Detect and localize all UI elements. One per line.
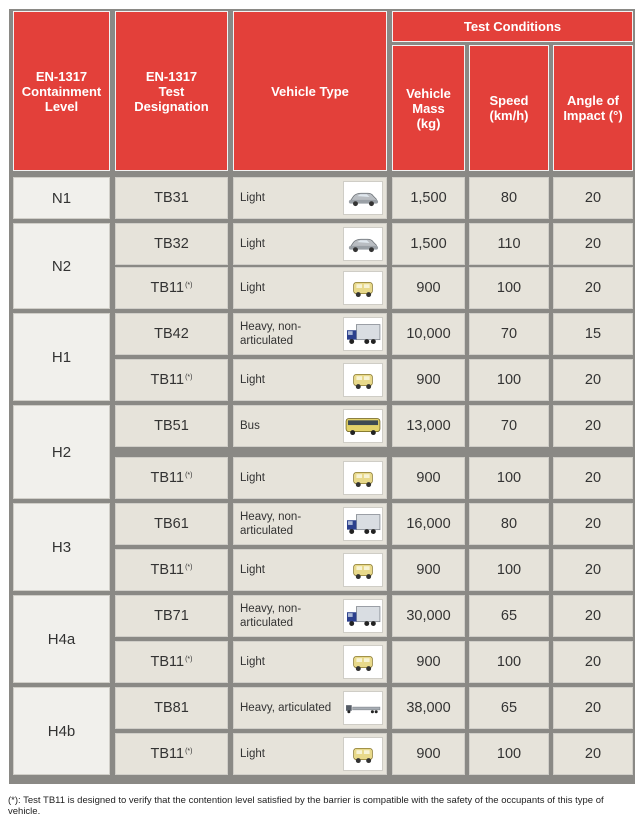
vehicle-type-label: Light xyxy=(240,472,265,484)
footnote-marker: (*) xyxy=(185,747,193,755)
test-designation-cell xyxy=(115,503,228,545)
footnote-marker: (*) xyxy=(185,471,193,479)
test-code: TB32 xyxy=(154,236,189,252)
speed-cell: 65 xyxy=(469,687,549,729)
speed-cell: 100 xyxy=(469,359,549,401)
header-test-designation: EN-1317 Test Designation xyxy=(115,11,228,171)
test-designation-cell xyxy=(115,359,228,401)
vehicle-type-cell xyxy=(233,223,387,265)
speed-cell: 80 xyxy=(469,503,549,545)
vehicle-mass-cell: 900 xyxy=(392,359,465,401)
header-containment-level: EN-1317 Containment Level xyxy=(13,11,110,171)
vehicle-type-cell xyxy=(233,177,387,219)
vehicle-type-label: Light xyxy=(240,656,265,668)
angle-cell: 20 xyxy=(553,405,633,447)
test-code: TB31 xyxy=(154,190,189,206)
containment-level-cell: H1 xyxy=(13,313,110,401)
header-test-conditions: Test Conditions xyxy=(392,11,633,42)
vehicle-mass-cell: 16,000 xyxy=(392,503,465,545)
vehicle-type-cell xyxy=(233,549,387,591)
angle-cell: 20 xyxy=(553,457,633,499)
footnote-marker: (*) xyxy=(185,655,193,663)
test-code: TB11 xyxy=(150,372,185,388)
vehicle-mass-cell: 30,000 xyxy=(392,595,465,637)
header-vehicle-mass: Vehicle Mass (kg) xyxy=(392,45,465,171)
test-designation-cell xyxy=(115,405,228,447)
angle-cell: 15 xyxy=(553,313,633,355)
vehicle-type-label: Light xyxy=(240,564,265,576)
vehicle-mass-cell: 900 xyxy=(392,549,465,591)
vehicle-type-cell xyxy=(233,503,387,545)
test-code: TB81 xyxy=(154,700,189,716)
angle-cell: 20 xyxy=(553,177,633,219)
test-designation-cell xyxy=(115,641,228,683)
small-car-icon xyxy=(343,553,383,587)
vehicle-mass-cell: 1,500 xyxy=(392,177,465,219)
car-icon xyxy=(343,181,383,215)
test-designation-cell xyxy=(115,267,228,309)
speed-cell: 70 xyxy=(469,405,549,447)
test-designation-cell xyxy=(115,313,228,355)
footnote-marker: (*) xyxy=(185,281,193,289)
vehicle-type-label: Light xyxy=(240,282,265,294)
containment-level-cell: H4b xyxy=(13,687,110,775)
vehicle-type-cell xyxy=(233,641,387,683)
speed-cell: 100 xyxy=(469,267,549,309)
test-designation-cell xyxy=(115,457,228,499)
vehicle-type-label: Light xyxy=(240,748,265,760)
test-designation-cell xyxy=(115,177,228,219)
test-designation-cell xyxy=(115,595,228,637)
test-designation-cell xyxy=(115,223,228,265)
vehicle-mass-cell: 38,000 xyxy=(392,687,465,729)
speed-cell: 80 xyxy=(469,177,549,219)
vehicle-type-cell xyxy=(233,457,387,499)
vehicle-type-label: Light xyxy=(240,238,265,250)
vehicle-type-label: Heavy, articulated xyxy=(240,702,332,714)
speed-cell: 100 xyxy=(469,457,549,499)
test-designation-cell xyxy=(115,733,228,775)
containment-level-cell: H3 xyxy=(13,503,110,591)
test-code: TB11 xyxy=(150,562,185,578)
vehicle-type-label: Bus xyxy=(240,420,260,432)
vehicle-type-label: Heavy, non-articulated xyxy=(240,321,302,347)
test-code: TB51 xyxy=(154,418,189,434)
test-code: TB11 xyxy=(150,654,185,670)
angle-cell: 20 xyxy=(553,503,633,545)
angle-cell: 20 xyxy=(553,687,633,729)
speed-cell: 100 xyxy=(469,641,549,683)
containment-level-cell: N2 xyxy=(13,223,110,309)
truck-icon xyxy=(343,507,383,541)
containment-level-cell: H4a xyxy=(13,595,110,683)
vehicle-type-label: Light xyxy=(240,192,265,204)
test-code: TB71 xyxy=(154,608,189,624)
containment-level-cell: N1 xyxy=(13,177,110,219)
vehicle-type-label: Heavy, non-articulated xyxy=(240,511,302,537)
truck-icon xyxy=(343,317,383,351)
truck-icon xyxy=(343,599,383,633)
vehicle-type-cell xyxy=(233,267,387,309)
angle-cell: 20 xyxy=(553,595,633,637)
vehicle-type-label: Heavy, non-articulated xyxy=(240,603,302,629)
angle-cell: 20 xyxy=(553,267,633,309)
articulated-truck-icon xyxy=(343,691,383,725)
containment-level-cell: H2 xyxy=(13,405,110,499)
small-car-icon xyxy=(343,363,383,397)
small-car-icon xyxy=(343,737,383,771)
vehicle-type-cell xyxy=(233,359,387,401)
angle-cell: 20 xyxy=(553,641,633,683)
vehicle-type-cell xyxy=(233,733,387,775)
speed-cell: 70 xyxy=(469,313,549,355)
speed-cell: 65 xyxy=(469,595,549,637)
footnote-marker: (*) xyxy=(185,373,193,381)
test-code: TB11 xyxy=(150,280,185,296)
vehicle-type-cell xyxy=(233,595,387,637)
vehicle-type-cell xyxy=(233,687,387,729)
vehicle-mass-cell: 10,000 xyxy=(392,313,465,355)
test-designation-cell xyxy=(115,549,228,591)
test-code: TB11 xyxy=(150,746,185,762)
vehicle-mass-cell: 1,500 xyxy=(392,223,465,265)
bus-icon xyxy=(343,409,383,443)
small-car-icon xyxy=(343,645,383,679)
test-code: TB11 xyxy=(150,470,185,486)
vehicle-mass-cell: 900 xyxy=(392,267,465,309)
header-vehicle-type: Vehicle Type xyxy=(233,11,387,171)
vehicle-type-cell xyxy=(233,405,387,447)
test-designation-cell xyxy=(115,687,228,729)
vehicle-mass-cell: 900 xyxy=(392,457,465,499)
header-angle-of-impact: Angle of Impact (°) xyxy=(553,45,633,171)
footnote: (*): Test TB11 is designed to verify that the contention level satisfied by the barrier is compatible with the safety of the occupants of this type of vehicle. xyxy=(8,795,604,817)
angle-cell: 20 xyxy=(553,549,633,591)
containment-table xyxy=(9,9,635,784)
footnote-marker: (*) xyxy=(185,563,193,571)
car-icon xyxy=(343,227,383,261)
speed-cell: 110 xyxy=(469,223,549,265)
vehicle-type-label: Light xyxy=(240,374,265,386)
small-car-icon xyxy=(343,271,383,305)
vehicle-mass-cell: 900 xyxy=(392,641,465,683)
vehicle-mass-cell: 13,000 xyxy=(392,405,465,447)
test-code: TB61 xyxy=(154,516,189,532)
speed-cell: 100 xyxy=(469,733,549,775)
speed-cell: 100 xyxy=(469,549,549,591)
vehicle-mass-cell: 900 xyxy=(392,733,465,775)
angle-cell: 20 xyxy=(553,359,633,401)
header-speed: Speed (km/h) xyxy=(469,45,549,171)
angle-cell: 20 xyxy=(553,223,633,265)
angle-cell: 20 xyxy=(553,733,633,775)
vehicle-type-cell xyxy=(233,313,387,355)
small-car-icon xyxy=(343,461,383,495)
test-code: TB42 xyxy=(154,326,189,342)
